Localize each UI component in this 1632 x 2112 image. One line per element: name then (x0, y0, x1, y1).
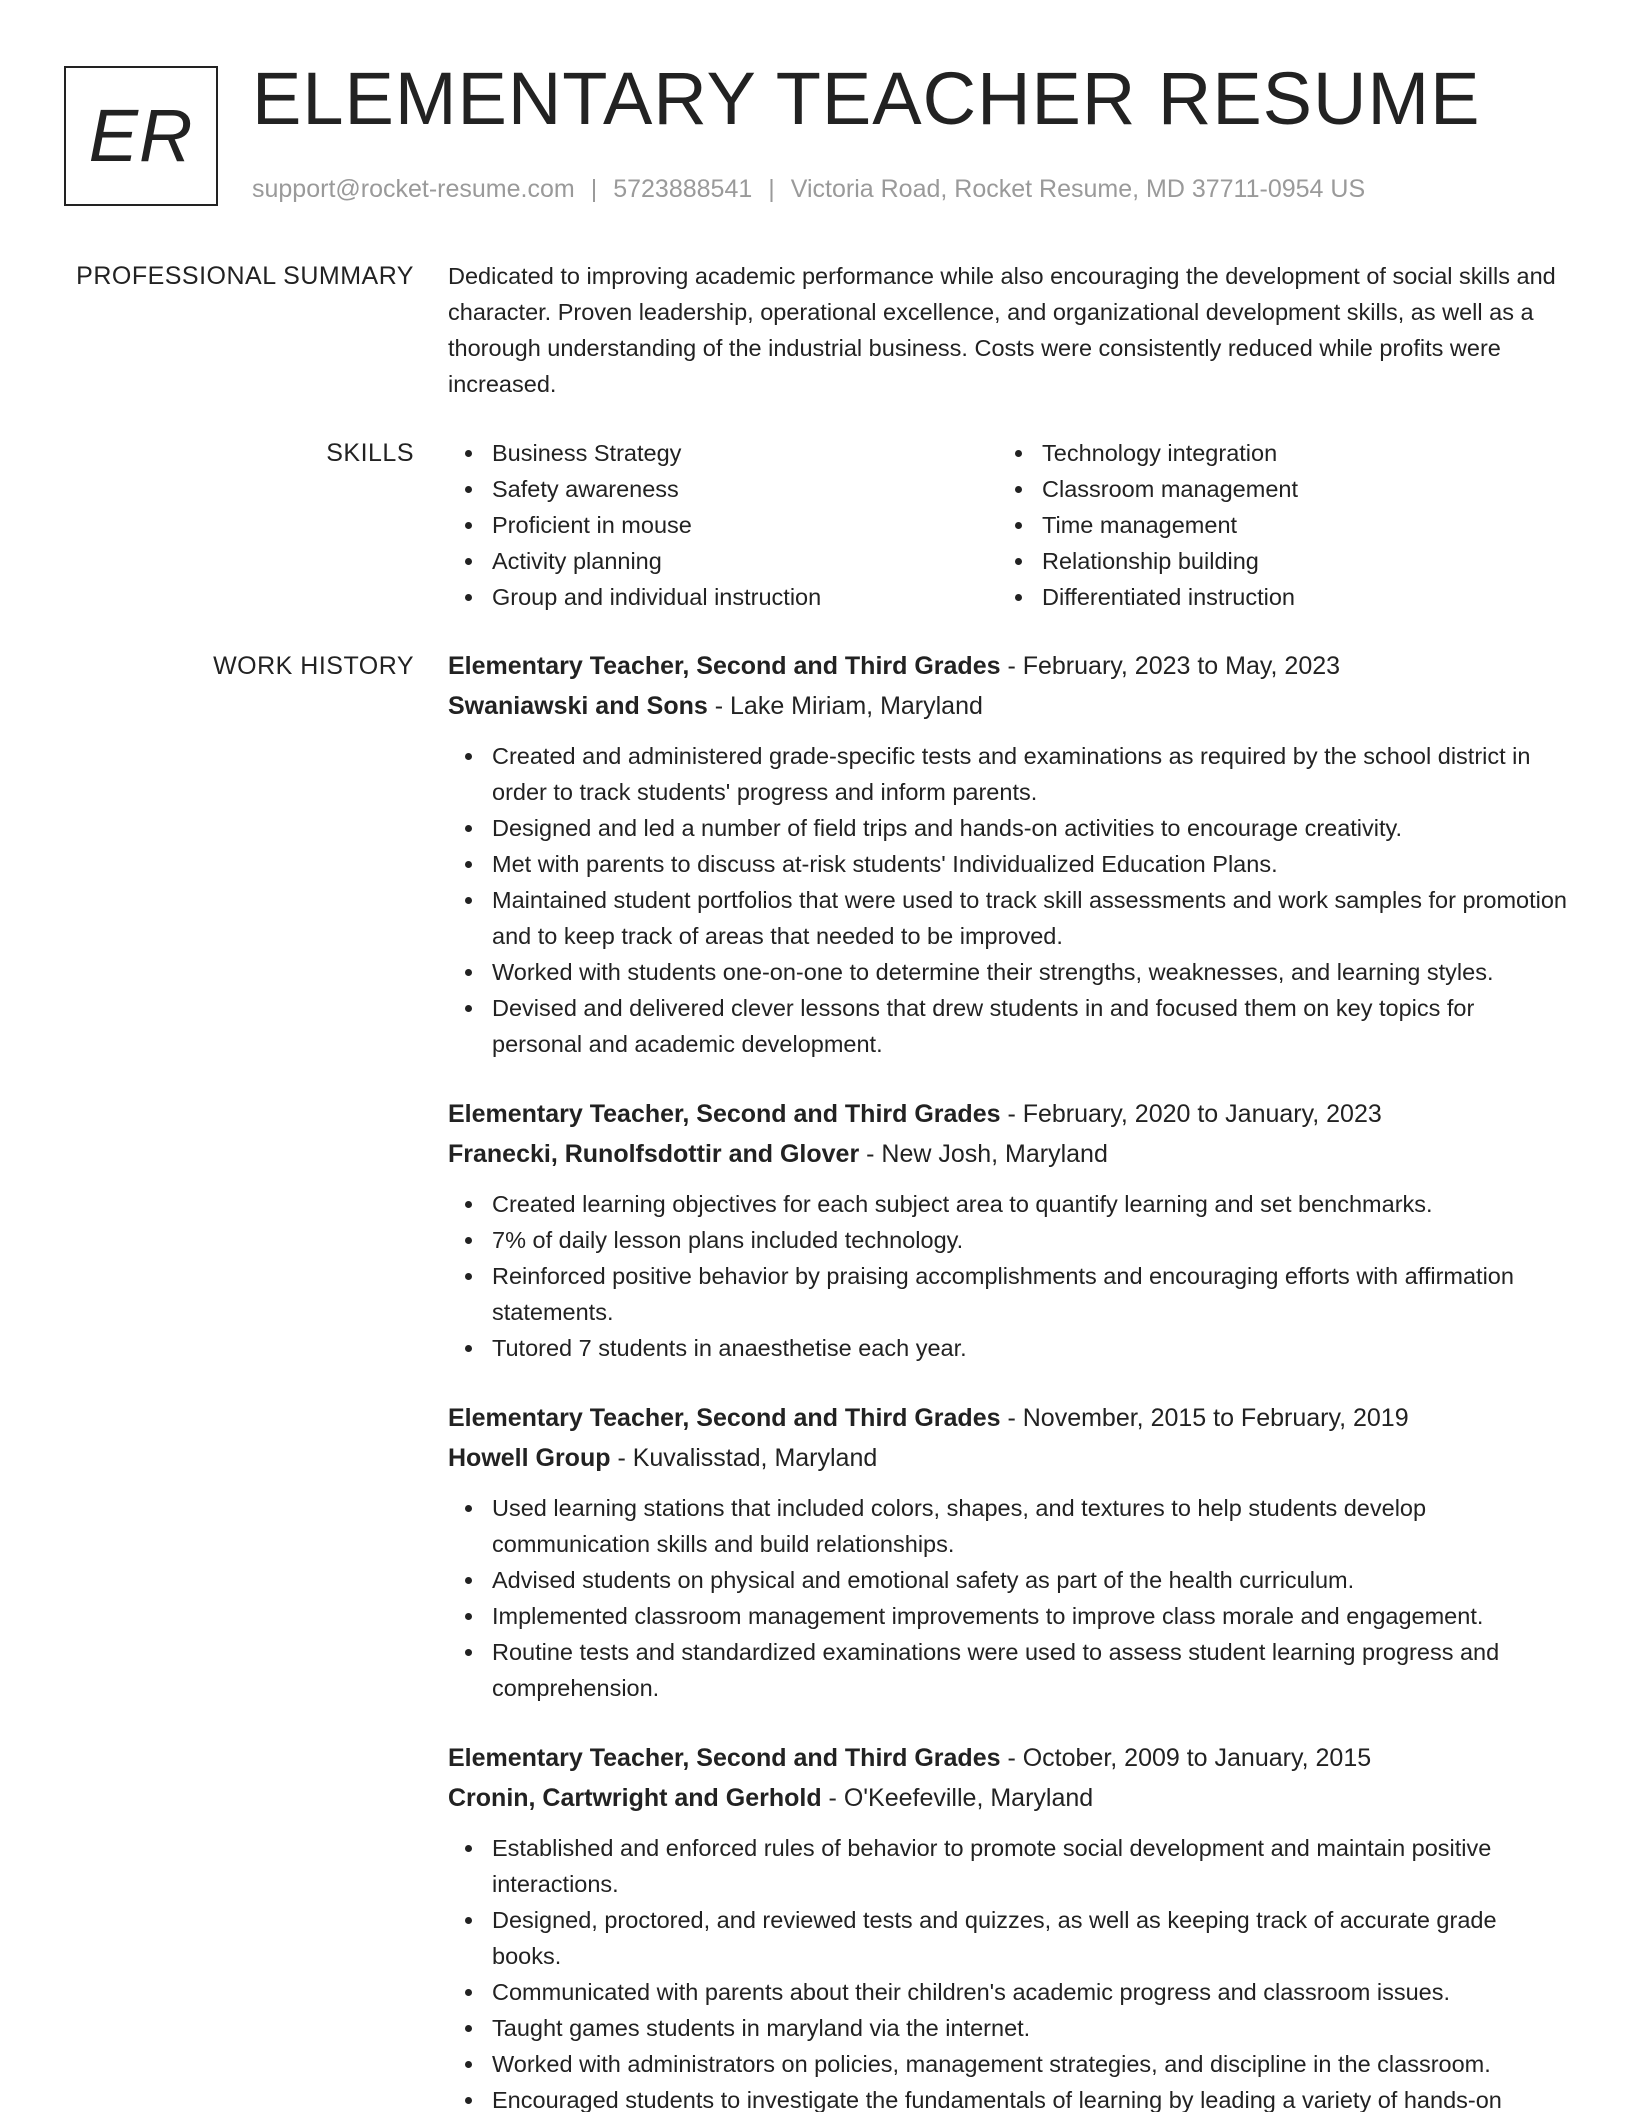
skill-item: Time management (998, 507, 1548, 543)
skills-heading: SKILLS (326, 439, 414, 467)
job-title-line (448, 1398, 1568, 1438)
job-company: Cronin, Cartwright and Gerhold (448, 1784, 822, 1812)
job-title-line (448, 646, 1568, 686)
job-duty: Worked with administrators on policies, management strategies, and discipline in the classroom. (448, 2046, 1568, 2082)
job-company-line (448, 1778, 1568, 1818)
job-title-line (448, 1738, 1568, 1778)
contact-separator: | (590, 175, 598, 203)
job-duty: Implemented classroom management improvements to improve class morale and engagement. (448, 1598, 1568, 1634)
job-duties-list (448, 738, 1568, 1062)
skills-list-right (998, 435, 1548, 615)
job-entry (448, 1398, 1568, 1706)
job-duty: Maintained student portfolios that were used to track skill assessments and work samples for promotion and to keep track of areas that needed to be improved. (448, 882, 1568, 954)
job-company-line (448, 1134, 1568, 1174)
job-company: Franecki, Runolfsdottir and Glover (448, 1140, 860, 1168)
work-history-body (448, 646, 1568, 2112)
job-entry (448, 1094, 1568, 1366)
skill-item: Safety awareness (448, 471, 998, 507)
job-duties-list (448, 1830, 1568, 2112)
skill-item: Activity planning (448, 543, 998, 579)
job-duty: Reinforced positive behavior by praising accomplishments and encouraging efforts with affirmation statements. (448, 1258, 1568, 1330)
contact-line (252, 175, 1365, 204)
monogram-initials: ER (88, 94, 194, 177)
job-location: - Lake Miriam, Maryland (707, 692, 983, 720)
job-company-line (448, 686, 1568, 726)
summary-heading: PROFESSIONAL SUMMARY (76, 262, 414, 290)
skills-body (448, 435, 1568, 615)
job-duty: Used learning stations that included colors, shapes, and textures to help students develop communication skills and build relationships. (448, 1490, 1568, 1562)
job-title: Elementary Teacher, Second and Third Grades (448, 1100, 1001, 1128)
skill-item: Differentiated instruction (998, 579, 1548, 615)
job-duty: Created learning objectives for each subject area to quantify learning and set benchmarks. (448, 1186, 1568, 1222)
job-company-line (448, 1438, 1568, 1478)
summary-body (448, 258, 1568, 402)
skill-item: Group and individual instruction (448, 579, 998, 615)
job-duty: Devised and delivered clever lessons that drew students in and focused them on key topics for personal and academic development. (448, 990, 1568, 1062)
job-duty: Tutored 7 students in anaesthetise each year. (448, 1330, 1568, 1366)
job-duty: Designed, proctored, and reviewed tests and quizzes, as well as keeping track of accurate grade books. (448, 1902, 1568, 1974)
job-duty: Taught games students in maryland via the internet. (448, 2010, 1568, 2046)
skill-item: Relationship building (998, 543, 1548, 579)
skill-item: Classroom management (998, 471, 1548, 507)
skill-item: Business Strategy (448, 435, 998, 471)
contact-address: Victoria Road, Rocket Resume, MD 37711-0954 US (790, 175, 1366, 203)
job-location: - Kuvalisstad, Maryland (610, 1444, 878, 1472)
page-title: ELEMENTARY TEACHER RESUME (252, 57, 1481, 140)
work-history-heading: WORK HISTORY (213, 652, 414, 680)
job-duty: Designed and led a number of field trips and hands-on activities to encourage creativity. (448, 810, 1568, 846)
skill-item: Proficient in mouse (448, 507, 998, 543)
job-duties-list (448, 1490, 1568, 1706)
job-title-line (448, 1094, 1568, 1134)
skills-columns (448, 435, 1568, 615)
job-duty: Met with parents to discuss at-risk students' Individualized Education Plans. (448, 846, 1568, 882)
summary-text: Dedicated to improving academic performance while also encouraging the development of social skills and character. Proven leadership, operational excellence, and organizational development skills, as well as a thorough understanding of the industrial business. Costs were consistently reduced while profits were increased. (448, 263, 1556, 397)
job-title: Elementary Teacher, Second and Third Grades (448, 1404, 1001, 1432)
job-company: Howell Group (448, 1444, 611, 1472)
job-entry (448, 1738, 1568, 2112)
job-location: - New Josh, Maryland (859, 1140, 1108, 1168)
job-location: - O'Keefeville, Maryland (821, 1784, 1094, 1812)
job-duties-list (448, 1186, 1568, 1366)
job-dates: - February, 2020 to January, 2023 (1000, 1100, 1382, 1128)
job-duty: Advised students on physical and emotional safety as part of the health curriculum. (448, 1562, 1568, 1598)
monogram-box (64, 66, 218, 206)
skill-item: Technology integration (998, 435, 1548, 471)
job-duty: Worked with students one-on-one to determine their strengths, weaknesses, and learning styles. (448, 954, 1568, 990)
job-entry (448, 646, 1568, 1062)
job-duty: Communicated with parents about their children's academic progress and classroom issues. (448, 1974, 1568, 2010)
contact-separator: | (768, 175, 775, 203)
contact-email: support@rocket-resume.com (252, 175, 575, 203)
job-dates: - October, 2009 to January, 2015 (1000, 1744, 1372, 1772)
job-dates: - November, 2015 to February, 2019 (1000, 1404, 1409, 1432)
job-company: Swaniawski and Sons (448, 692, 708, 720)
job-title: Elementary Teacher, Second and Third Grades (448, 652, 1001, 680)
job-duty: Encouraged students to investigate the fundamentals of learning by leading a variety of hands-on (448, 2082, 1568, 2112)
job-duty: Routine tests and standardized examinations were used to assess student learning progress and comprehension. (448, 1634, 1568, 1706)
job-duty: Created and administered grade-specific tests and examinations as required by the school district in order to track students' progress and inform parents. (448, 738, 1568, 810)
job-duty: Established and enforced rules of behavior to promote social development and maintain positive interactions. (448, 1830, 1568, 1902)
job-duty: 7% of daily lesson plans included technology. (448, 1222, 1568, 1258)
job-dates: - February, 2023 to May, 2023 (1000, 652, 1341, 680)
job-title: Elementary Teacher, Second and Third Grades (448, 1744, 1001, 1772)
skills-list-left (448, 435, 998, 615)
contact-phone: 5723888541 (613, 175, 753, 203)
